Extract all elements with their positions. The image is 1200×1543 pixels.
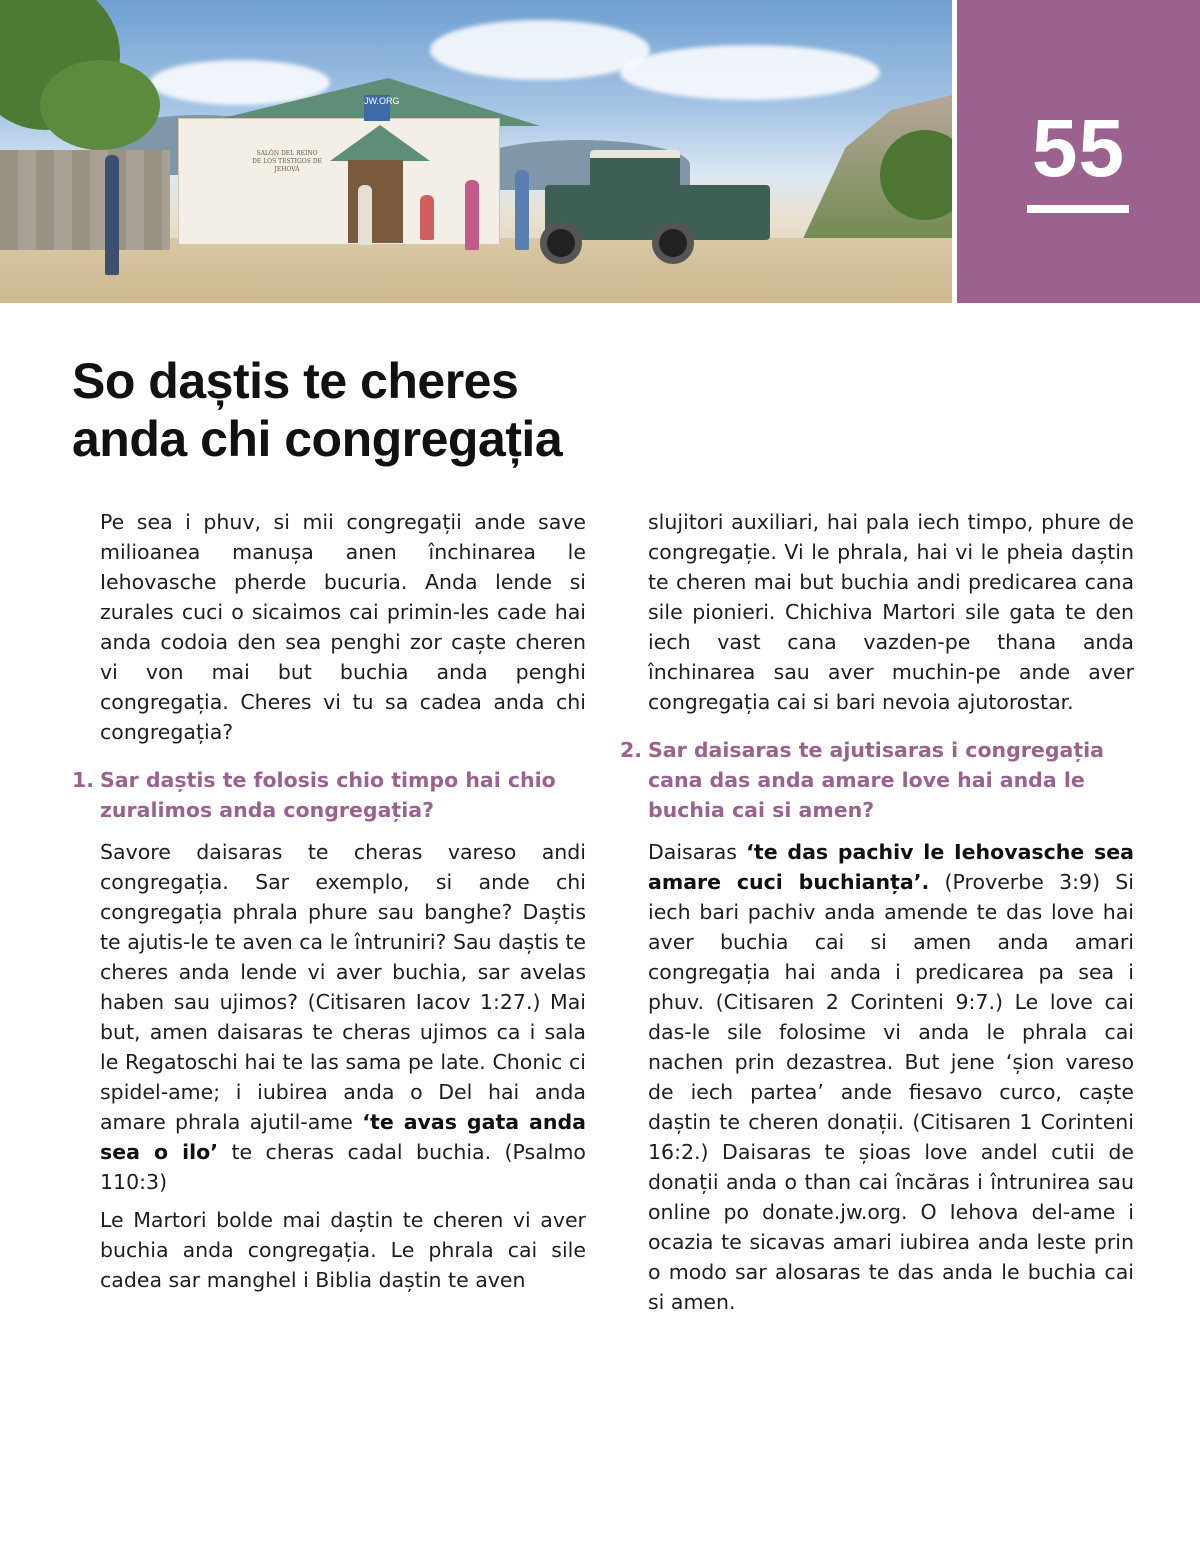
left-column (72, 507, 586, 1303)
text-run: Daisaras (648, 840, 747, 864)
person (358, 185, 372, 245)
truck-cab (590, 150, 680, 200)
text-run: te cheras cadal buchia. (Psalmo 110:3) (100, 1140, 586, 1194)
bold-quote: ‘te das pachiv le Iehovasche sea amare cuci buchianța’. (648, 840, 1134, 894)
jw-sign: JW.ORG (364, 95, 390, 121)
right-column (620, 507, 1134, 1325)
section1-paragraph-1 (100, 837, 586, 1197)
tree (40, 60, 160, 150)
question-number: 1. (72, 768, 95, 792)
kingdom-hall (178, 118, 500, 245)
chapter-number: 55 (1031, 103, 1126, 194)
question-text: Sar daștis te folosis chio timpo hai chio zuralimos anda congregația? (100, 768, 556, 822)
cloud (150, 60, 330, 105)
building-sign: SALÓN DEL REINO DE LOS TESTIGOS DE JEHOVÁ (252, 150, 322, 173)
intro-paragraph: Pe sea i phuv, si mii congregații ande save milioanea manușa anen închinarea le Iehovasche pherde bucuria. Anda lende si zurales cuci o sicaimos cai primin-les cade hai anda codoia den sea penghi zor caște cheren vi von mai but buchia anda penghi congregația. Cheres vi tu sa cadea anda chi congregația? (100, 510, 586, 744)
section2-paragraph-1 (648, 837, 1134, 1317)
text-run: Savore daisaras te cheras vareso andi congregația. Sar exemplo, si ande chi congregația phrala phure sau banghe? Daștis te ajutis-le te aven ca le întruniri? Sau daștis te cheres anda lende vi aver buchia, sar avelas haben sau ujimos? (Citisaren Iacov 1:27.) Mai but, amen daisaras te cheras ujimos ca i sala le Regatoschi hai te las sama pe late. Chonic ci spidel-ame; i iubirea anda o Del hai anda amare phrala ajutil-ame (100, 840, 586, 1134)
truck-wheel (652, 222, 694, 264)
person (515, 170, 529, 250)
cloud (620, 45, 880, 100)
stone-wall (0, 150, 170, 250)
header-photo (0, 0, 952, 303)
person (420, 195, 434, 240)
question-text: Sar daisaras te ajutisaras i congregația cana das anda amare love hai anda le buchia cai si amen? (648, 738, 1104, 822)
title-line-2: anda chi congregația (72, 411, 563, 467)
bold-quote: ‘te avas gata anda sea o ilo’ (100, 1110, 586, 1164)
section1-paragraph-2: Le Martori bolde mai daștin te cheren vi aver buchia anda congregația. Le phrala cai sile cadea sar manghel i Biblia daștin te aven (100, 1208, 586, 1292)
title-line-1: So daștis te cheres (72, 353, 519, 409)
question-number: 2. (620, 738, 643, 762)
chapter-tab (957, 0, 1200, 303)
page-title (72, 352, 772, 468)
text-run: (Proverbe 3:9) Si iech bari pachiv anda amende te das love hai aver buchia cai si amen anda amari congregația hai anda i predicarea pa sea i phuv. (Citisaren 2 Corinteni 9:7.) Le love cai das-le sile folosime vi anda le phrala cai nachen prin dezastrea. But jene ‘șion vareso de iech partea’ ande fiesavo curco, caște daștin te cheren donații. (Citisaren 1 Corinteni 16:2.) Daisaras te șioas love andel cutii de donații anda o than cai încăras i întrunirea sau online po donate.jw.org. O Iehova del-ame i ocazia te sicavas amari iubirea anda leste prin o modo sar alosaras te das anda le buchia cai si amen. (648, 870, 1134, 1314)
person (465, 180, 479, 250)
section1-paragraph-2-continued: slujitori auxiliari, hai pala iech timpo, phure de congregație. Vi le phrala, hai vi le pheia daștin te cheren mai but buchia andi predicarea cana sile pionieri. Chichiva Martori sile gata te den iech vast cana vazden-pe thana anda închinarea sau aver muchin-pe ande aver congregația cai si bari nevoia ajutorostar. (648, 510, 1134, 714)
person (105, 155, 119, 275)
question-2 (620, 735, 1134, 825)
cloud (430, 20, 650, 80)
truck-wheel (540, 222, 582, 264)
question-1 (72, 765, 586, 825)
chapter-underline (1027, 205, 1129, 213)
hall-door (348, 160, 403, 243)
